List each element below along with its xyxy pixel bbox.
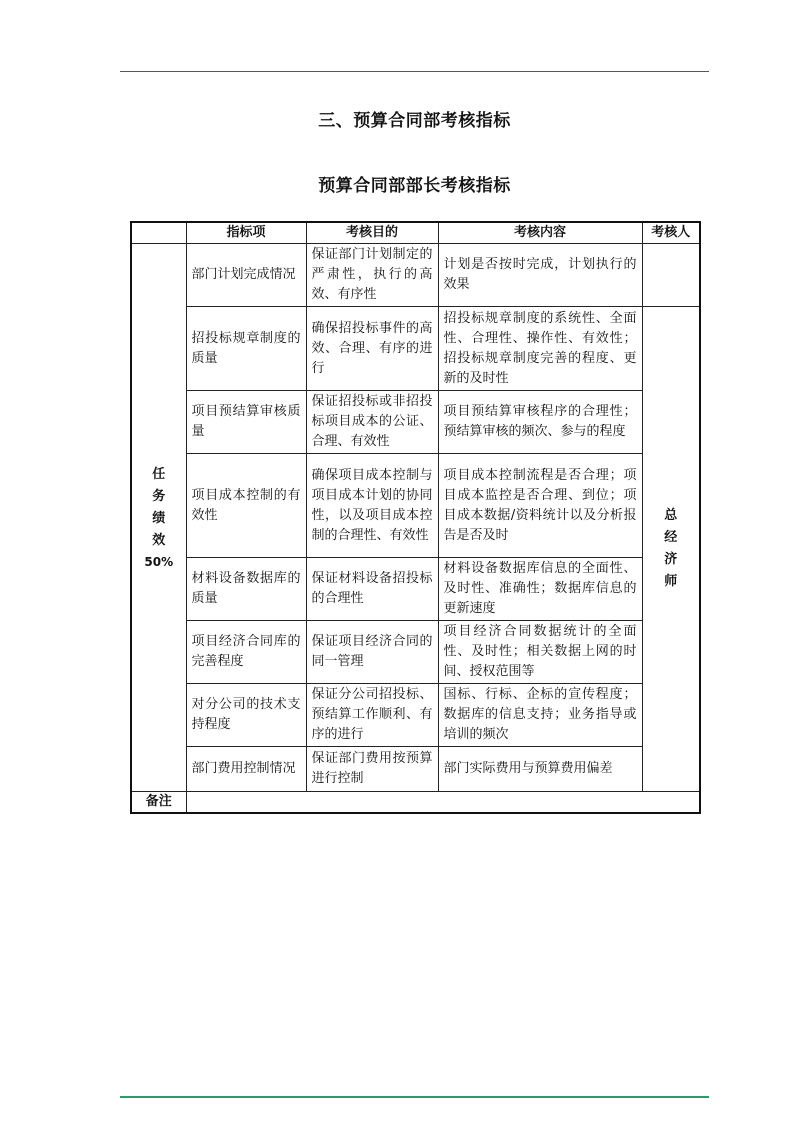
indicator-cell: 部门费用控制情况: [186, 747, 306, 792]
reviewer-label: 总经济师: [664, 508, 678, 589]
header-rule: [120, 71, 709, 72]
indicator-cell: 项目经济合同库的完善程度: [186, 621, 306, 684]
table-header-row: [131, 222, 700, 244]
indicator-cell: 项目预结算审核质量: [186, 391, 306, 454]
purpose-cell: 保证材料设备招投标的合理性: [306, 558, 438, 621]
purpose-cell: 确保项目成本控制与项目成本计划的协同性，以及项目成本控制的合理性、有效性: [306, 454, 438, 558]
content-cell: 材料设备数据库信息的全面性、及时性、准确性；数据库信息的更新速度: [438, 558, 642, 621]
category-cell: [131, 244, 186, 792]
purpose-cell: 确保招投标事件的高效、合理、有序的进行: [306, 307, 438, 391]
table-row: [131, 621, 700, 684]
note-row: [131, 792, 700, 814]
content-cell: 计划是否按时完成，计划执行的效果: [438, 244, 642, 307]
table-row: [131, 307, 700, 391]
content-cell: 招投标规章制度的系统性、全面性、合理性、操作性、有效性；招投标规章制度完善的程度、更新的及时性: [438, 307, 642, 391]
header-reviewer: 考核人: [642, 222, 700, 244]
purpose-cell: 保证项目经济合同的同一管理: [306, 621, 438, 684]
table-row: [131, 391, 700, 454]
content-cell: 部门实际费用与预算费用偏差: [438, 747, 642, 792]
reviewer-blank-cell: [642, 244, 700, 307]
indicator-cell: 部门计划完成情况: [186, 244, 306, 307]
section-title: 三、预算合同部考核指标: [318, 111, 511, 131]
table-row: [131, 244, 700, 307]
header-content: 考核内容: [438, 222, 642, 244]
purpose-cell: 保证部门计划制定的严肃性，执行的高效、有序性: [306, 244, 438, 307]
table-row: [131, 558, 700, 621]
purpose-cell: 保证分公司招投标、预结算工作顺利、有序的进行: [306, 684, 438, 747]
note-label: 备注: [131, 792, 186, 814]
category-label: 任务绩效: [152, 466, 166, 548]
kpi-table: [130, 221, 701, 814]
indicator-cell: 材料设备数据库的质量: [186, 558, 306, 621]
header-blank: [131, 222, 186, 244]
purpose-cell: 保证招投标或非招投标项目成本的公证、合理、有效性: [306, 391, 438, 454]
table-title: 预算合同部部长考核指标: [318, 176, 511, 196]
footer-rule: [120, 1096, 709, 1098]
content-cell: 项目经济合同数据统计的全面性、及时性；相关数据上网的时间、授权范围等: [438, 621, 642, 684]
table-row: [131, 454, 700, 558]
reviewer-cell: [642, 307, 700, 792]
content-cell: 国标、行标、企标的宣传程度；数据库的信息支持；业务指导或培训的频次: [438, 684, 642, 747]
content-cell: 项目预结算审核程序的合理性；预结算审核的频次、参与的程度: [438, 391, 642, 454]
indicator-cell: 对分公司的技术支持程度: [186, 684, 306, 747]
table-row: [131, 747, 700, 792]
content-cell: 项目成本控制流程是否合理；项目成本监控是否合理、到位；项目成本数据/资料统计以及分析报告是否及时: [438, 454, 642, 558]
header-indicator: 指标项: [186, 222, 306, 244]
header-purpose: 考核目的: [306, 222, 438, 244]
table-row: [131, 684, 700, 747]
purpose-cell: 保证部门费用按预算进行控制: [306, 747, 438, 792]
indicator-cell: 招投标规章制度的质量: [186, 307, 306, 391]
category-weight: 50%: [144, 554, 174, 569]
note-value: [186, 792, 700, 814]
indicator-cell: 项目成本控制的有效性: [186, 454, 306, 558]
